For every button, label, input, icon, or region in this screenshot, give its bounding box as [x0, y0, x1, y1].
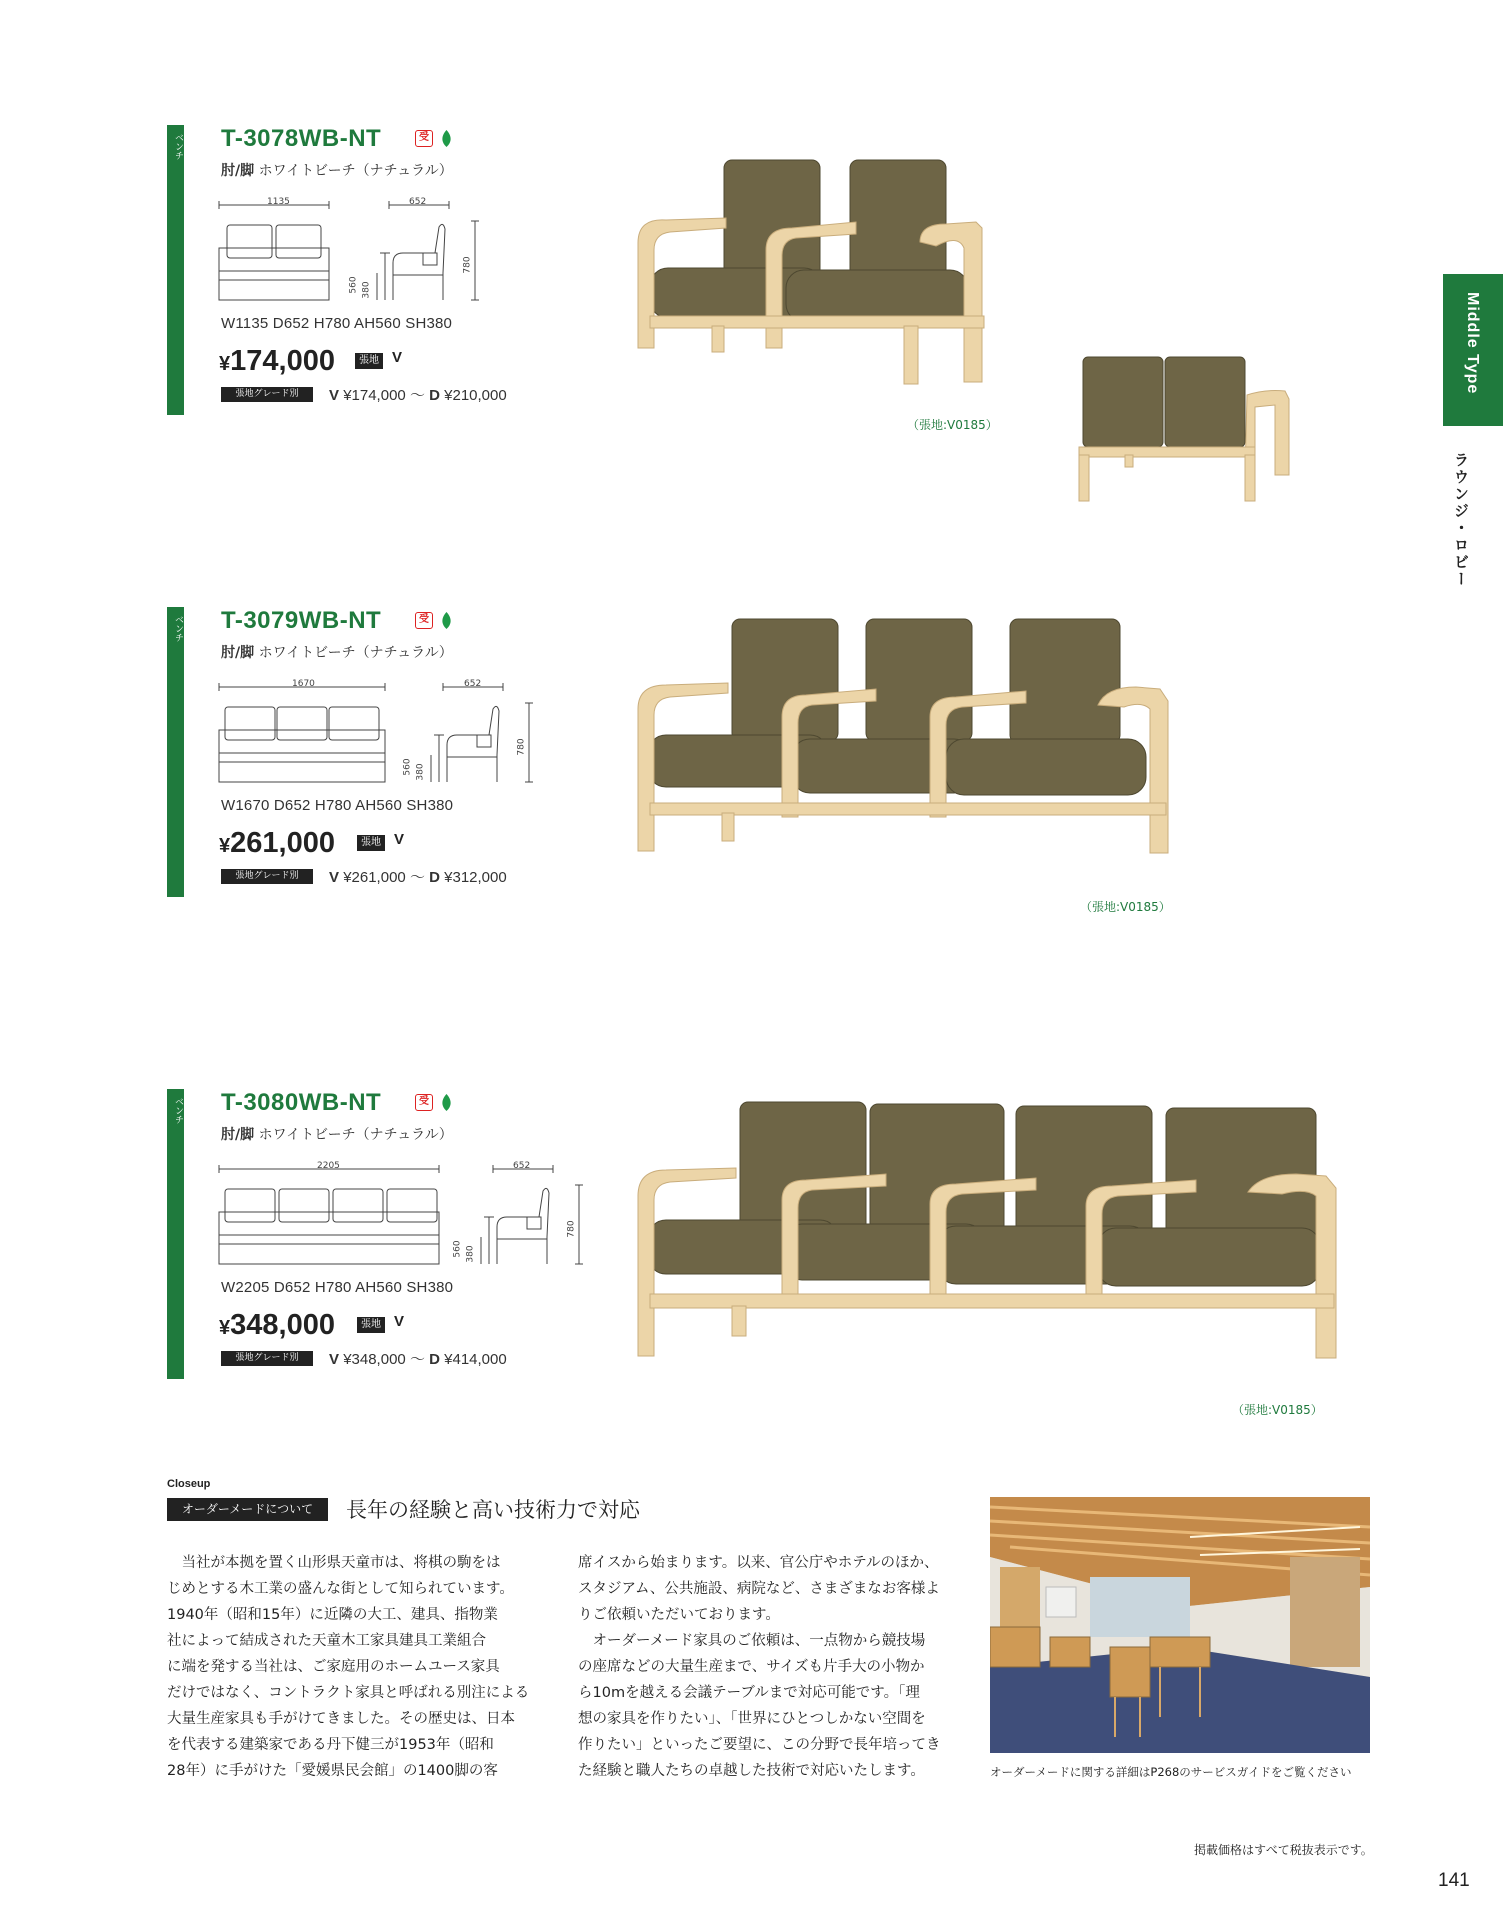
product-photo-t3078-back — [1075, 355, 1295, 505]
sh-dim: 380 — [465, 1245, 476, 1263]
ah-dim: 560 — [402, 758, 413, 776]
dimensions-text: W2205 D652 H780 AH560 SH380 — [221, 1279, 454, 1296]
price: ¥348,000 — [219, 1309, 335, 1341]
ah-dim: 560 — [452, 1240, 463, 1258]
category-label: ベンチ — [173, 615, 183, 642]
width-dim: 1670 — [292, 679, 315, 689]
category-label: ベンチ — [173, 133, 183, 160]
category-label: ベンチ — [173, 1097, 183, 1124]
material-spec: 肘/脚 ホワイトビーチ（ナチュラル） — [221, 645, 453, 661]
category-bar — [167, 607, 184, 897]
depth-dim: 652 — [464, 679, 482, 689]
depth-dim: 652 — [513, 1161, 531, 1171]
height-dim: 780 — [516, 738, 527, 756]
price: ¥261,000 — [219, 827, 335, 859]
eco-leaf-icon — [441, 1094, 452, 1111]
closeup-body-col1: 当社が本拠を置く山形県天童市は、将棋の駒をは じめとする木工業の盛んな街として知られています。 1940年（昭和15年）に近隣の大工、建具、指物業 社によって結成された天童木工家具建具工業組合 に端を発する当社は、ご家庭用のホームユース家具 だけではなく、コントラクト家具と呼ばれる別注による 大量生産家具も手がけてきました。その歴史は、日本 を代表する建築家である丹下健三が1953年（昭和 28年）に手がけた「愛媛県民会館」の1400脚の客 — [167, 1555, 530, 1779]
order-badge: 受 — [415, 612, 433, 629]
category-bar — [167, 125, 184, 415]
width-dim: 1135 — [267, 197, 290, 207]
width-dim: 2205 — [317, 1161, 340, 1171]
closeup-body-col2: 席イスから始まります。以来、官公庁やホテルのほか、 スタジアム、公共施設、病院など、さまざまなお客様よ りご依頼いただいております。 オーダーメード家具のご依頼は、一点物から競技場 の座席などの大量生産まで、サイズも片手大の小物か ら10mを越える会議テーブルまで対応可能です。「理 想の家具を作りたい」、「世界にひとつしかない空間を 作りたい」といったご要望に、この分野で長年培ってき た経験と職人たちの卓越した技術で対応いたします。 — [578, 1555, 941, 1779]
grade-price-range: V ¥261,000 ～ D ¥312,000 — [329, 869, 507, 886]
model-name: T-3080WB-NT — [221, 1089, 382, 1116]
material-spec: 肘/脚 ホワイトビーチ（ナチュラル） — [221, 1127, 453, 1143]
grade-price-range: V ¥348,000 ～ D ¥414,000 — [329, 1351, 507, 1368]
dimension-diagram — [217, 193, 497, 313]
room-photo — [990, 1497, 1370, 1753]
fabric-caption: （張地:V0185） — [1232, 1403, 1323, 1417]
dimensions-text: W1135 D652 H780 AH560 SH380 — [221, 315, 453, 332]
dimension-diagram — [217, 675, 537, 795]
fabric-tag: 張地 — [357, 835, 385, 851]
sh-dim: 380 — [361, 281, 372, 299]
height-dim: 780 — [566, 1220, 577, 1238]
ah-dim: 560 — [348, 276, 359, 294]
fabric-caption: （張地:V0185） — [907, 418, 998, 432]
sh-dim: 380 — [415, 763, 426, 781]
height-dim: 780 — [462, 256, 473, 274]
depth-dim: 652 — [409, 197, 427, 207]
closeup-tag: オーダーメードについて — [167, 1498, 328, 1521]
order-badge: 受 — [415, 130, 433, 147]
grade-tag: 張地グレード別 — [221, 1351, 313, 1366]
dimension-diagram — [217, 1157, 587, 1277]
closeup-title: 長年の経験と高い技術力で対応 — [346, 1498, 640, 1522]
page-number: 141 — [1438, 1870, 1470, 1891]
price: ¥174,000 — [219, 345, 335, 377]
room-photo-caption: オーダーメードに関する詳細はP268のサービスガイドをご覧ください — [990, 1765, 1352, 1779]
category-bar — [167, 1089, 184, 1379]
order-badge: 受 — [415, 1094, 433, 1111]
model-name: T-3079WB-NT — [221, 607, 382, 634]
fabric-grade: V — [394, 831, 405, 848]
eco-leaf-icon — [441, 130, 452, 147]
closeup-label: Closeup — [167, 1478, 211, 1490]
product-photo-t3079 — [636, 617, 1176, 857]
section-tab — [1443, 274, 1503, 426]
section-tab-label: Middle Type — [1464, 292, 1481, 395]
product-photo-t3078-front — [636, 158, 996, 388]
fabric-caption: （張地:V0185） — [1080, 900, 1171, 914]
eco-leaf-icon — [441, 612, 452, 629]
model-name: T-3078WB-NT — [221, 125, 382, 152]
grade-tag: 張地グレード別 — [221, 387, 313, 402]
grade-tag: 張地グレード別 — [221, 869, 313, 884]
fabric-grade: V — [394, 1313, 405, 1330]
fabric-tag: 張地 — [357, 1317, 385, 1333]
fabric-tag: 張地 — [355, 353, 383, 369]
product-photo-t3080 — [636, 1100, 1348, 1360]
dimensions-text: W1670 D652 H780 AH560 SH380 — [221, 797, 454, 814]
material-spec: 肘/脚 ホワイトビーチ（ナチュラル） — [221, 163, 453, 179]
section-label: ラウンジ・ロビー — [1452, 452, 1470, 588]
tax-footnote: 掲載価格はすべて税抜表示です。 — [1194, 1843, 1373, 1857]
grade-price-range: V ¥174,000 ～ D ¥210,000 — [329, 387, 507, 404]
fabric-grade: V — [392, 349, 403, 366]
